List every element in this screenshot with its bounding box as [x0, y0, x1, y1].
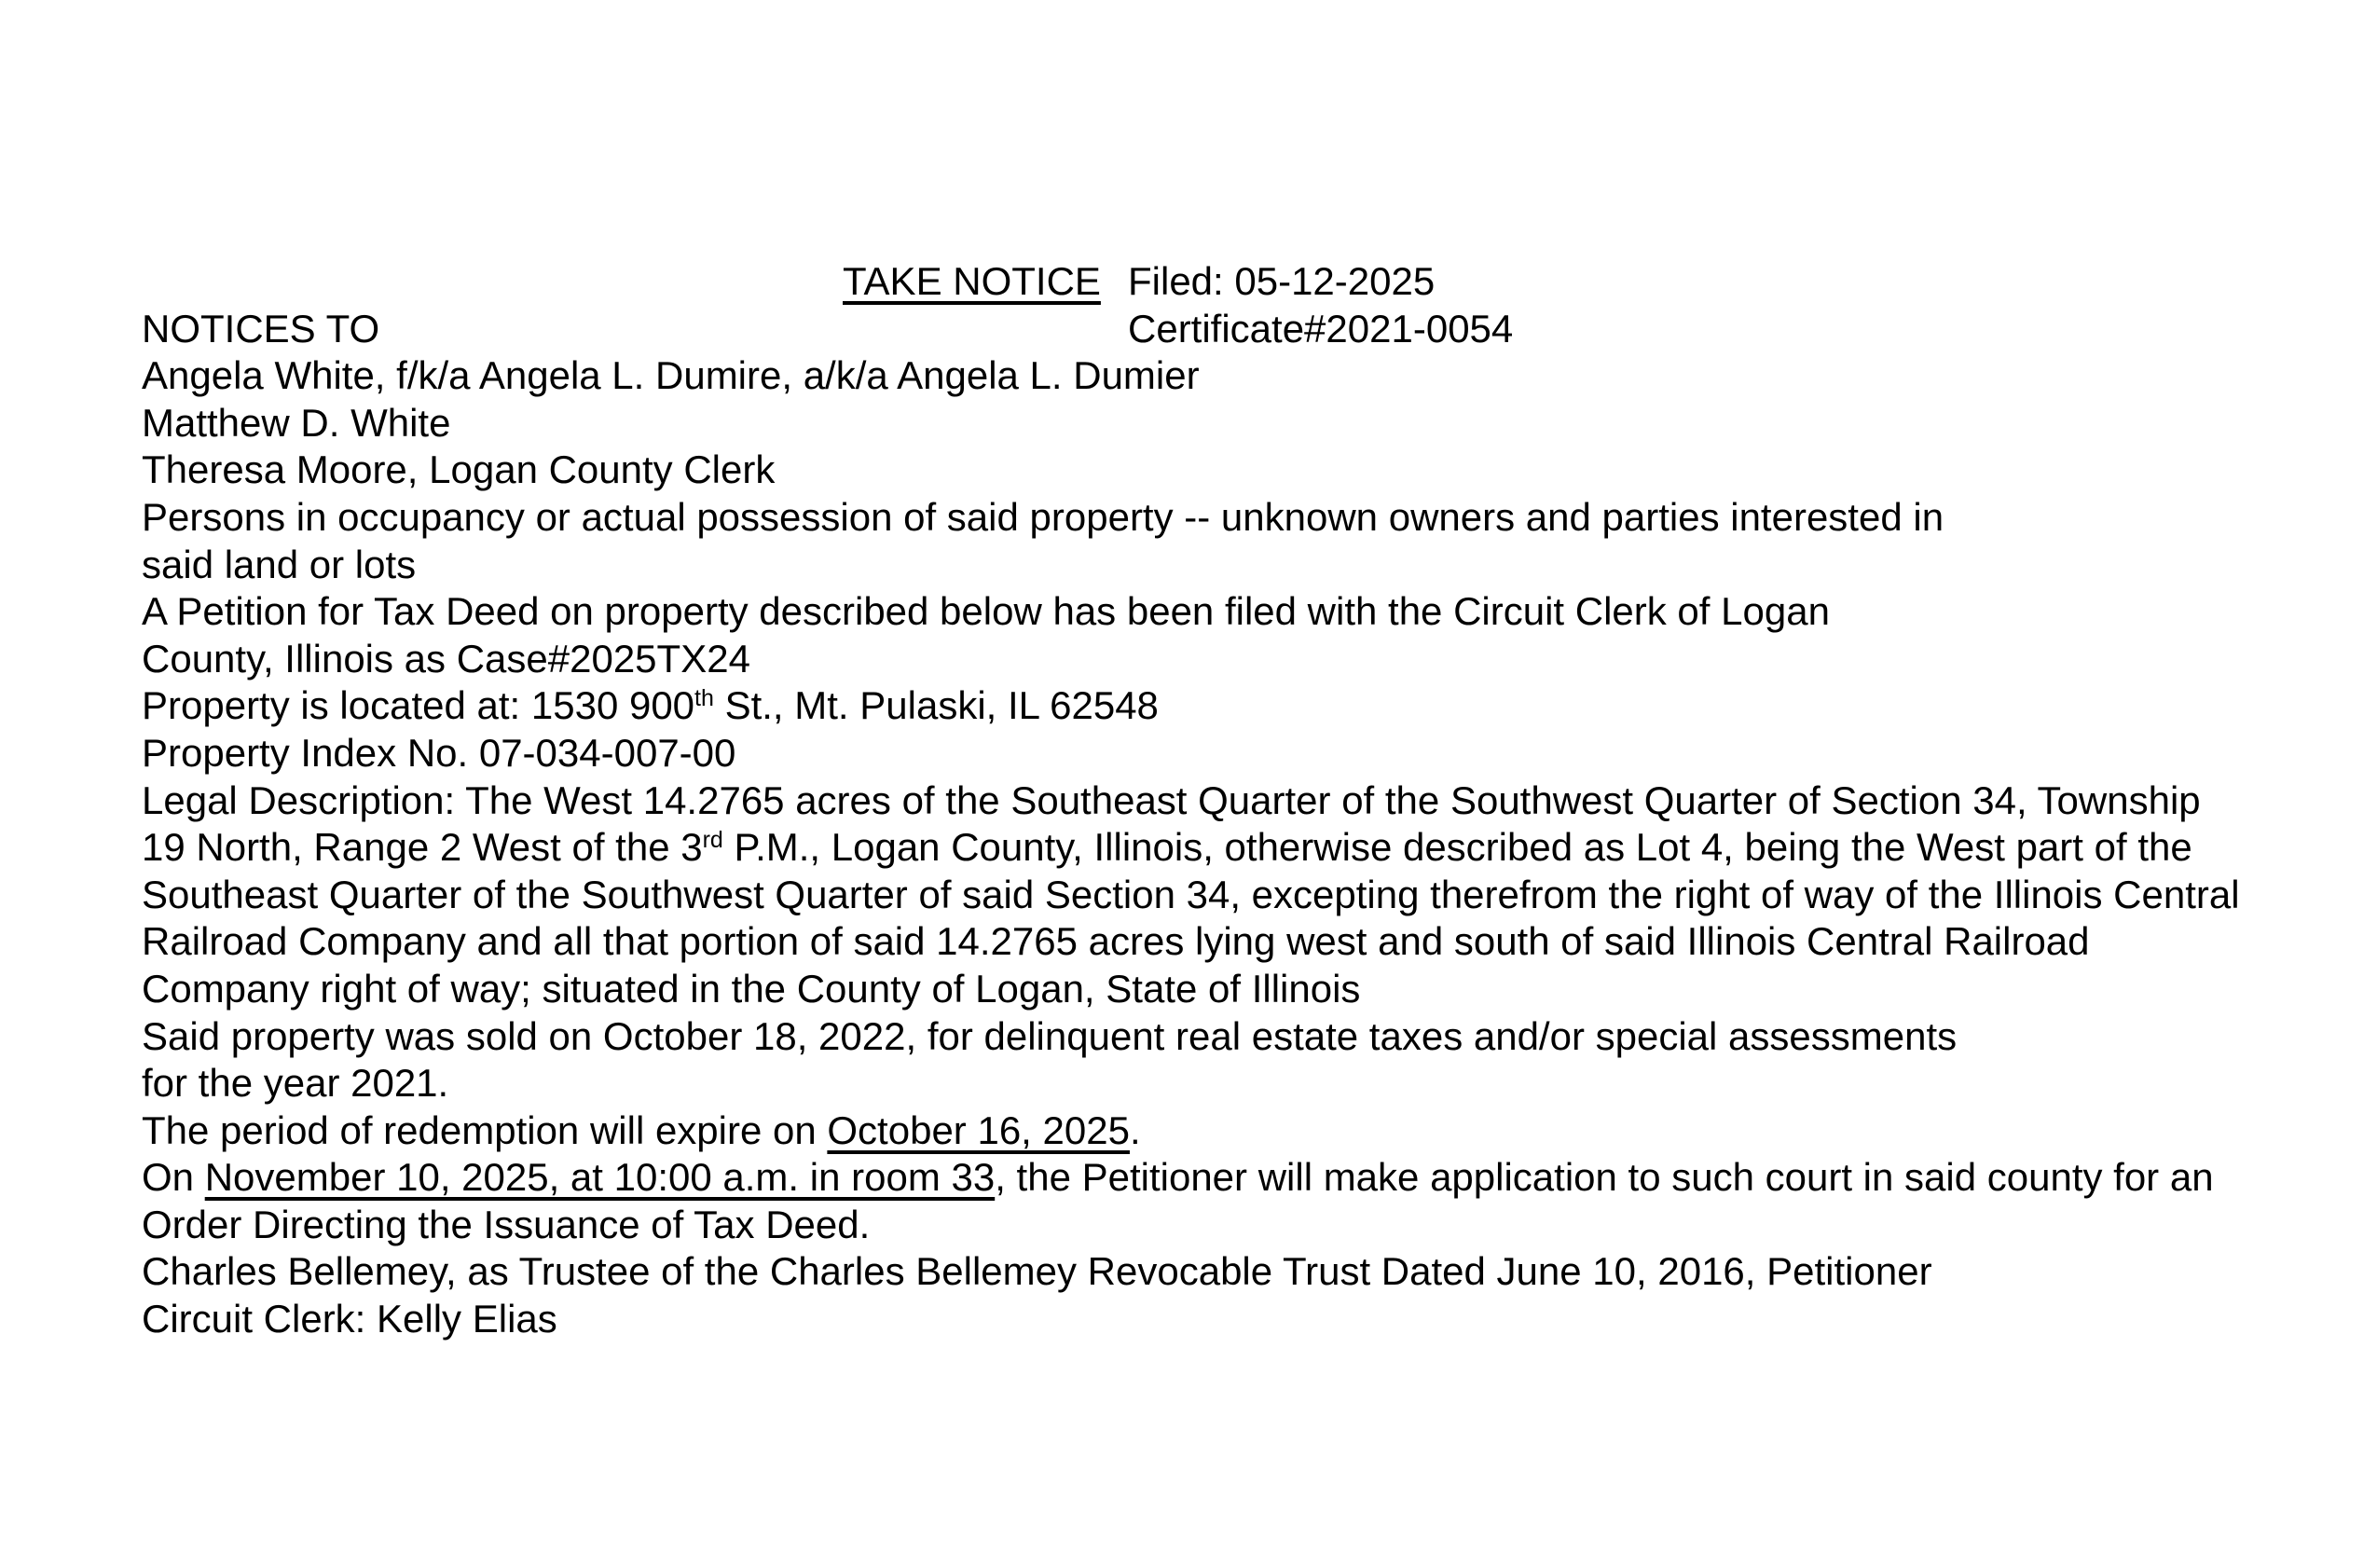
sale-line: for the year 2021.: [142, 1061, 449, 1106]
legal-description-line: Company right of way; situated in the County of Logan, State of Illinois: [142, 966, 1361, 1011]
recipient-line: Angela White, f/k/a Angela L. Dumire, a/k/a Angela L. Dumier: [142, 353, 1200, 398]
recipient-line: Theresa Moore, Logan County Clerk: [142, 447, 776, 492]
property-location-text: Property is located at: 1530 900: [142, 683, 695, 728]
notices-to-line: [142, 306, 2240, 353]
legal-description-line: Legal Description: The West 14.2765 acres of the Southeast Quarter of the Southwest Quarter of Section 34, Township: [142, 777, 2201, 822]
legal-description-line: Southeast Quarter of the Southwest Quarter of said Section 34, excepting therefrom the right of way of the Illinois Central: [142, 872, 2240, 916]
redemption-text-cont: .: [1129, 1107, 1141, 1152]
legal-description-text: 19 North, Range 2 West of the 3: [142, 825, 703, 870]
ordinal-suffix: rd: [702, 827, 723, 854]
order-line: Order Directing the Issuance of Tax Deed.: [142, 1202, 871, 1246]
petitioner-line: Charles Bellemey, as Trustee of the Charles Bellemey Revocable Trust Dated June 10, 2016, Petitioner: [142, 1249, 1932, 1294]
hearing-date: November 10, 2025, at 10:00 a.m. in room 33: [204, 1155, 996, 1200]
redemption-line: [142, 1107, 2240, 1155]
circuit-clerk-line: Circuit Clerk: Kelly Elias: [142, 1297, 557, 1341]
petition-line: A Petition for Tax Deed on property described below has been filed with the Circuit Clerk of Logan: [142, 589, 1830, 634]
redemption-text: The period of redemption will expire on: [142, 1107, 828, 1152]
legal-description-line: [142, 824, 2240, 872]
recipient-line: said land or lots: [142, 542, 417, 586]
hearing-text-cont: , the Petitioner will make application to such court in said county for an: [995, 1155, 2214, 1200]
ordinal-suffix: th: [694, 685, 714, 712]
notice-content: [142, 258, 2240, 1343]
legal-description-text-cont: P.M., Logan County, Illinois, otherwise described as Lot 4, being the West part of the: [722, 825, 2192, 870]
certificate-number: Certificate#2021-0054: [1128, 306, 1514, 351]
redemption-date: October 16, 2025: [827, 1107, 1130, 1152]
property-index-line: Property Index No. 07-034-007-00: [142, 730, 736, 775]
notices-to-label: NOTICES TO: [142, 306, 380, 351]
property-location-line: [142, 682, 2240, 730]
petition-line: County, Illinois as Case#2025TX24: [142, 636, 750, 681]
hearing-text: On: [142, 1155, 205, 1200]
header-line: [142, 258, 2240, 306]
sale-line: Said property was sold on October 18, 2022, for delinquent real estate taxes and/or special assessments: [142, 1013, 1958, 1058]
property-location-text-cont: St., Mt. Pulaski, IL 62548: [713, 683, 1159, 728]
recipient-line: Matthew D. White: [142, 400, 451, 445]
recipient-line: Persons in occupancy or actual possession of said property -- unknown owners and parties interested in: [142, 494, 1944, 539]
notice-title: TAKE NOTICE: [843, 259, 1101, 303]
filed-date: Filed: 05-12-2025: [1128, 259, 1436, 303]
hearing-line: [142, 1154, 2240, 1202]
legal-description-line: Railroad Company and all that portion of said 14.2765 acres lying west and south of said Illinois Central Railroad: [142, 919, 2090, 964]
